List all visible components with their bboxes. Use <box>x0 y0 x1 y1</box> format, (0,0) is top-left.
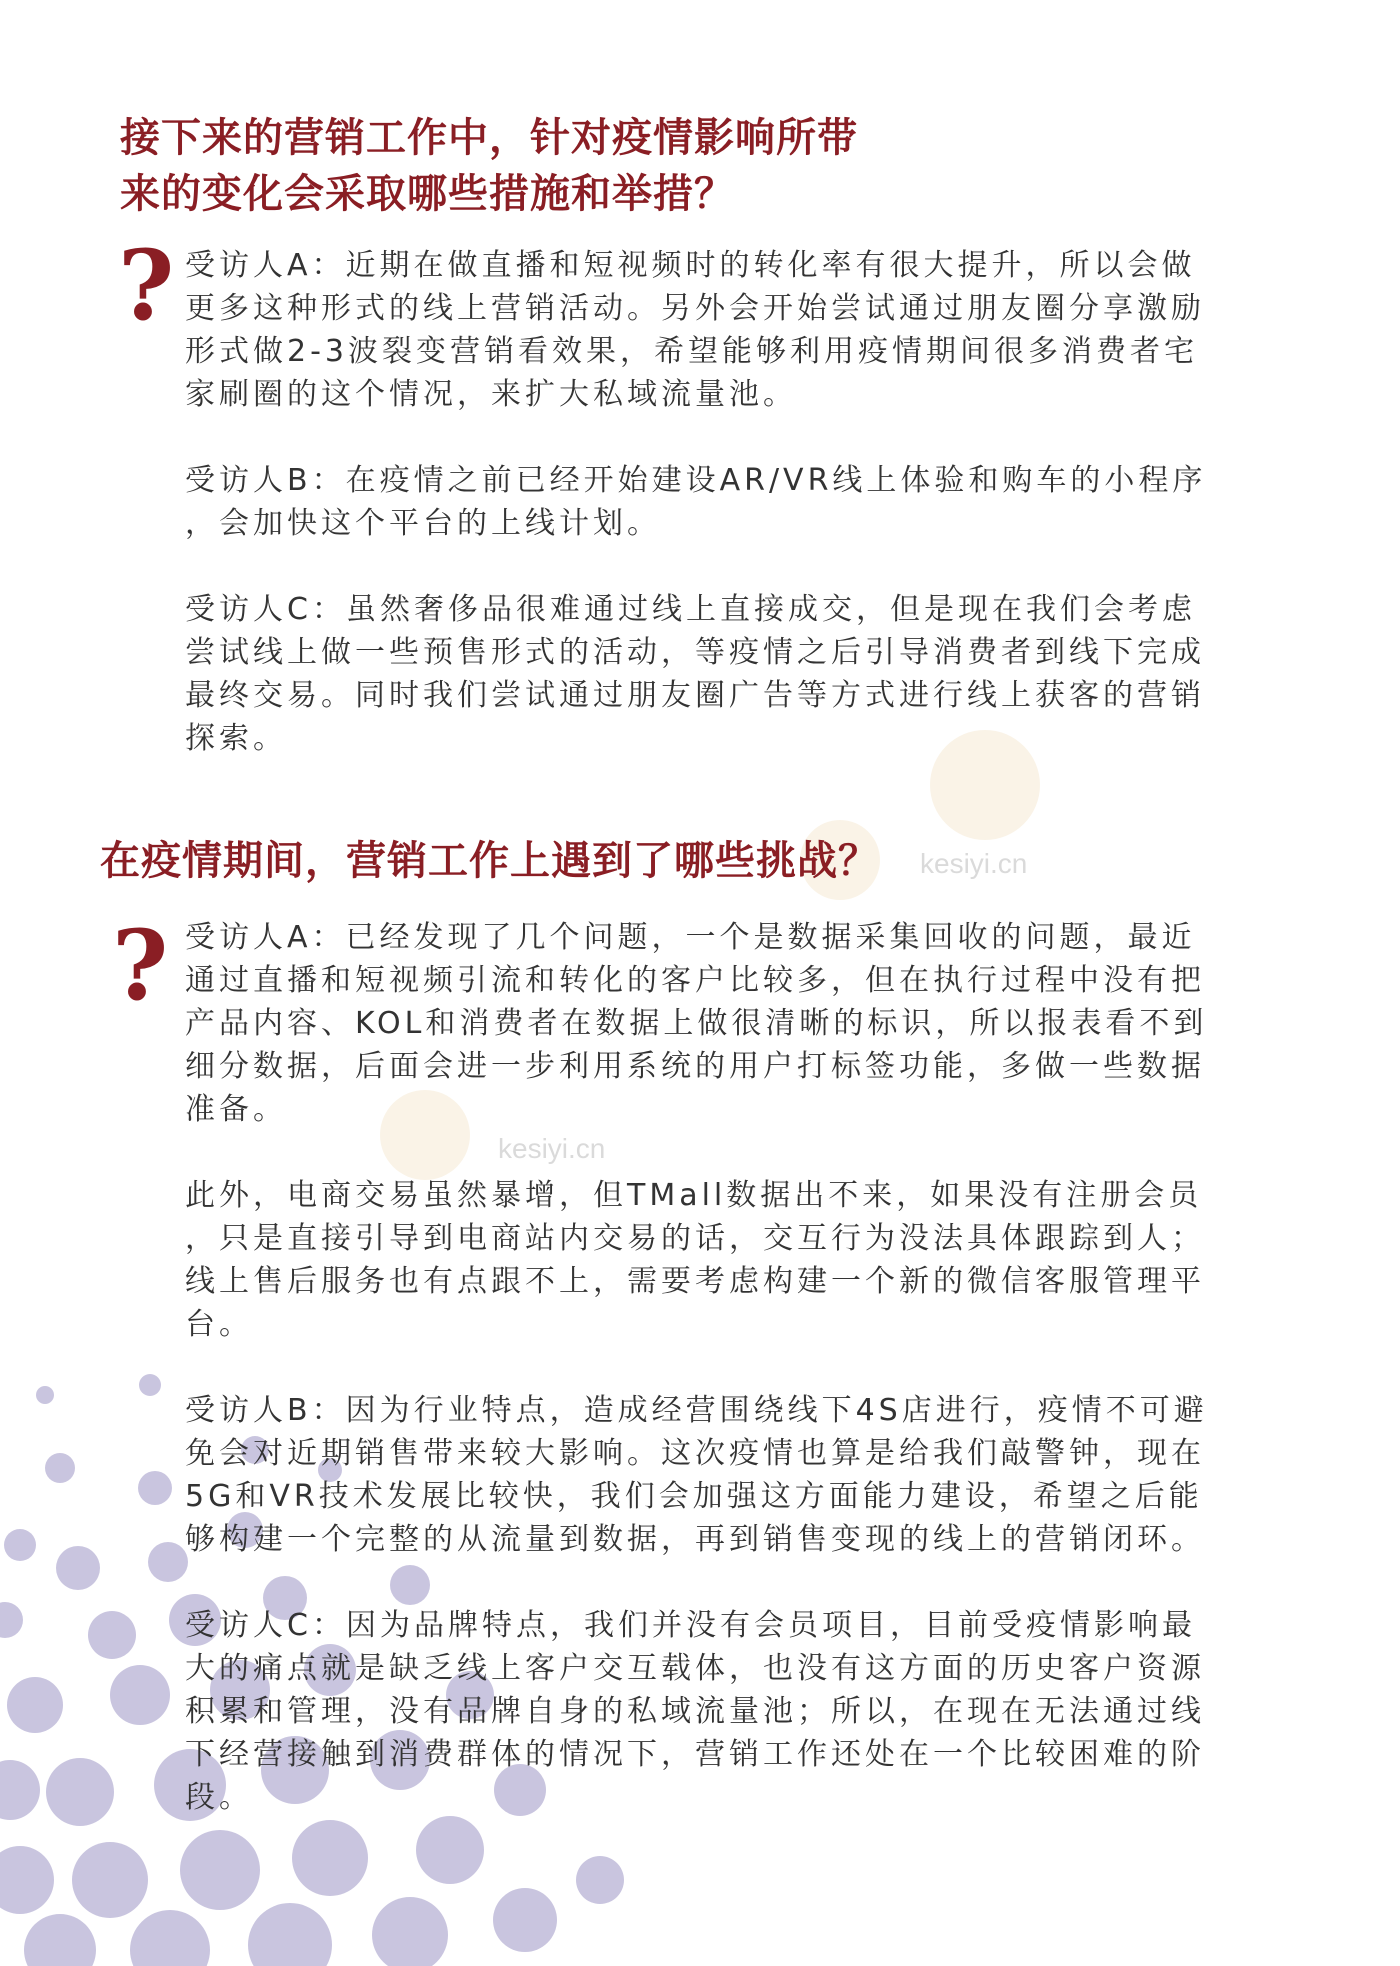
question-mark-icon: ? <box>118 229 175 342</box>
decorative-dot <box>0 1602 23 1638</box>
decorative-dot <box>139 1374 161 1396</box>
decorative-dot <box>576 1856 624 1904</box>
decorative-dot <box>72 1842 148 1918</box>
answer-paragraph: 受访人C：因为品牌特点，我们并没有会员项目，目前受疫情影响最 大的痛点就是缺乏线上客户交互载体，也没有这方面的历史客户资源 积累和管理，没有品牌自身的私域流量池；所以，在现在无法通过线 下经营接触到消费群体的情况下，营销工作还处在一个比较困难的阶 段。 <box>185 1608 1205 1815</box>
heading-line: 在疫情期间，营销工作上遇到了哪些挑战？ <box>100 838 879 884</box>
answer-paragraph: 此外，电商交易虽然暴增，但TMall数据出不来，如果没有注册会员 ，只是直接引导到电商站内交易的话，交互行为没法具体跟踪到人； 线上售后服务也有点跟不上，需要考虑构建一个新的微信客服管理平 台。 <box>185 1178 1205 1342</box>
decorative-dot <box>148 1542 188 1582</box>
decorative-dot <box>46 1758 114 1826</box>
decorative-dot <box>0 1760 40 1820</box>
answer-paragraph: 受访人C：虽然奢侈品很难通过线上直接成交，但是现在我们会考虑 尝试线上做一些预售形式的活动，等疫情之后引导消费者到线下完成 最终交易。同时我们尝试通过朋友圈广告等方式进行线上获客的营销 探索。 <box>185 592 1205 756</box>
answer-paragraph: 受访人B：在疫情之前已经开始建设AR/VR线上体验和购车的小程序 ，会加快这个平台的上线计划。 <box>185 463 1207 541</box>
answer-paragraph: 受访人B：因为行业特点，造成经营围绕线下4S店进行，疫情不可避 免会对近期销售带来较大影响。这次疫情也算是给我们敲警钟，现在 5G和VR技术发展比较快，我们会加强这方面能力建设，希望之后能 够构建一个完整的从流量到数据，再到销售变现的线上的营销闭环。 <box>185 1393 1208 1557</box>
section-heading-measures <box>120 110 858 222</box>
decorative-dot <box>88 1611 136 1659</box>
section-body-measures <box>185 244 1280 760</box>
decorative-dot <box>372 1897 448 1966</box>
decorative-dot <box>45 1453 75 1483</box>
decorative-dot <box>24 1914 96 1966</box>
heading-line: 来的变化会采取哪些措施和举措？ <box>120 171 735 217</box>
decorative-dot <box>0 1846 54 1914</box>
decorative-dot <box>416 1816 484 1884</box>
answer-paragraph: 受访人A：已经发现了几个问题，一个是数据采集回收的问题，最近 通过直播和短视频引流和转化的客户比较多，但在执行过程中没有把 产品内容、KOL和消费者在数据上做很清晰的标识，所以报表看不到 细分数据，后面会进一步利用系统的用户打标签功能，多做一些数据 准备。 <box>185 920 1208 1127</box>
section-body-challenges <box>185 916 1280 1819</box>
decorative-dot <box>110 1665 170 1725</box>
decorative-dot <box>36 1386 54 1404</box>
heading-line: 接下来的营销工作中，针对疫情影响所带 <box>120 115 858 161</box>
decorative-dot <box>56 1546 100 1590</box>
decorative-dot <box>248 1903 332 1966</box>
question-mark-icon: ? <box>112 909 169 1022</box>
decorative-dot <box>138 1471 172 1505</box>
decorative-dot <box>7 1677 63 1733</box>
watermark-text: kesiyi.cn <box>498 1133 606 1164</box>
decorative-dot <box>130 1910 210 1966</box>
section-heading-challenges <box>100 833 879 889</box>
decorative-dot <box>292 1820 368 1896</box>
decorative-dot <box>493 1888 557 1952</box>
decorative-dot <box>4 1529 36 1561</box>
answer-paragraph: 受访人A：近期在做直播和短视频时的转化率有很大提升，所以会做 更多这种形式的线上营销活动。另外会开始尝试通过朋友圈分享激励 形式做2-3波裂变营销看效果，希望能够利用疫情期间很多消费者宅 家刷圈的这个情况，来扩大私域流量池。 <box>185 248 1205 412</box>
watermark-text: kesiyi.cn <box>920 848 1028 879</box>
decorative-dot <box>180 1830 260 1910</box>
